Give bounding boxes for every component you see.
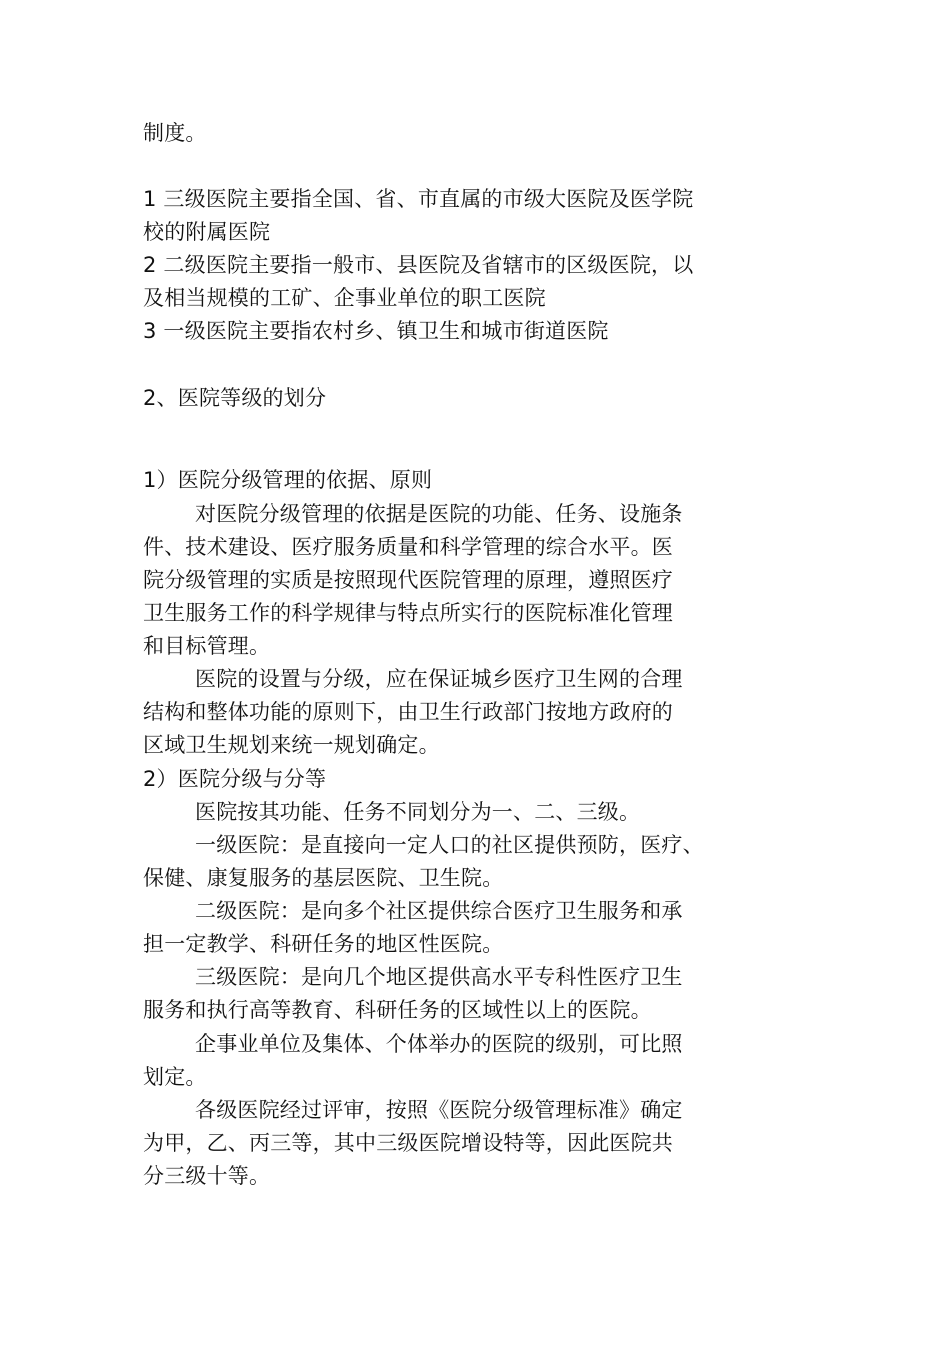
text-line: 企事业单位及集体、个体举办的医院的级别，可比照 bbox=[195, 1032, 683, 1056]
text-line: 分三级十等。 bbox=[143, 1164, 271, 1188]
text-line: 一级医院：是直接向一定人口的社区提供预防，医疗、 bbox=[195, 833, 704, 857]
text-line: 3 一级医院主要指农村乡、镇卫生和城市街道医院 bbox=[143, 319, 609, 343]
text-line: 划定。 bbox=[143, 1065, 207, 1089]
text-line: 院分级管理的实质是按照现代医院管理的原理，遵照医疗 bbox=[143, 568, 673, 592]
text-line: 1 三级医院主要指全国、省、市直属的市级大医院及医学院 bbox=[143, 187, 694, 211]
text-line: 医院的设置与分级，应在保证城乡医疗卫生网的合理 bbox=[195, 667, 683, 691]
text-line: 件、技术建设、医疗服务质量和科学管理的综合水平。医 bbox=[143, 535, 673, 559]
text-line: 二级医院：是向多个社区提供综合医疗卫生服务和承 bbox=[195, 899, 683, 923]
text-line: 对医院分级管理的依据是医院的功能、任务、设施条 bbox=[195, 502, 683, 526]
text-line: 区域卫生规划来统一规划确定。 bbox=[143, 733, 440, 757]
text-line: 医院按其功能、任务不同划分为一、二、三级。 bbox=[195, 800, 641, 824]
subsection-heading: 1）医院分级管理的依据、原则 bbox=[143, 468, 433, 492]
text-line: 卫生服务工作的科学规律与特点所实行的医院标准化管理 bbox=[143, 601, 673, 625]
text-line: 及相当规模的工矿、企事业单位的职工医院 bbox=[143, 286, 546, 310]
text-line: 校的附属医院 bbox=[143, 220, 271, 244]
text-line: 各级医院经过评审，按照《医院分级管理标准》确定 bbox=[195, 1098, 683, 1122]
text-line: 为甲，乙、丙三等，其中三级医院增设特等，因此医院共 bbox=[143, 1131, 673, 1155]
text-line: 结构和整体功能的原则下，由卫生行政部门按地方政府的 bbox=[143, 700, 673, 724]
text-line: 2 二级医院主要指一般市、县医院及省辖市的区级医院，以 bbox=[143, 253, 694, 277]
section-heading: 2、医院等级的划分 bbox=[143, 386, 327, 410]
subsection-heading: 2）医院分级与分等 bbox=[143, 767, 327, 791]
text-line: 制度。 bbox=[143, 121, 207, 145]
text-line: 服务和执行高等教育、科研任务的区域性以上的医院。 bbox=[143, 998, 652, 1022]
text-line: 保健、康复服务的基层医院、卫生院。 bbox=[143, 866, 504, 890]
text-line: 担一定教学、科研任务的地区性医院。 bbox=[143, 932, 504, 956]
text-line: 和目标管理。 bbox=[143, 634, 271, 658]
text-line: 三级医院：是向几个地区提供高水平专科性医疗卫生 bbox=[195, 965, 683, 989]
